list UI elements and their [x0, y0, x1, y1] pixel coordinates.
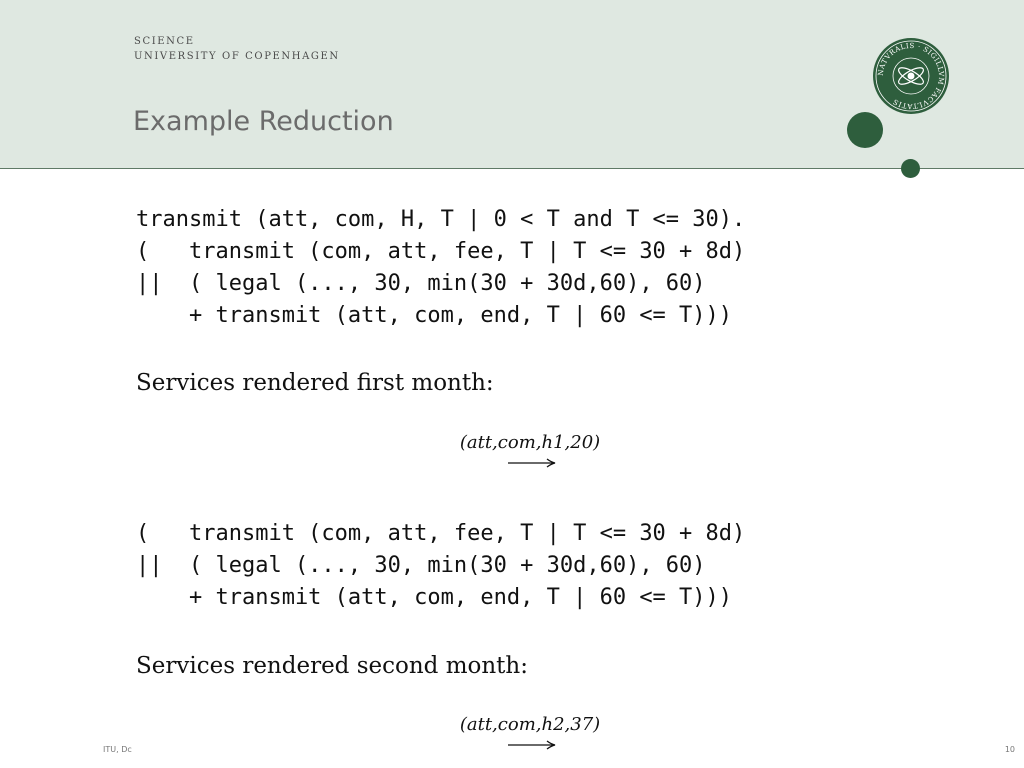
services-first-month-text: Services rendered first month: — [136, 370, 494, 396]
slide-header — [0, 0, 1024, 169]
decor-dot-large — [847, 112, 883, 148]
code-line: ( transmit (com, att, fee, T | T <= 30 + 8d) — [136, 239, 746, 264]
institution-line-2: UNIVERSITY OF COPENHAGEN — [134, 51, 340, 62]
decor-dot-small — [901, 159, 920, 178]
university-seal-logo — [872, 37, 950, 115]
code-block-initial — [136, 204, 745, 332]
footer-source-text: ITU, Dc — [103, 745, 132, 754]
reduction-arrow-icon — [507, 740, 557, 750]
reduction-arrow-icon — [507, 458, 557, 468]
code-line: + transmit (att, com, end, T | 60 <= T))) — [136, 585, 733, 610]
services-second-month-text: Services rendered second month: — [136, 653, 528, 679]
code-block-reduced — [136, 518, 745, 614]
reduction-label-1: (att,com,h1,20) — [459, 432, 601, 453]
code-line: + transmit (att, com, end, T | 60 <= T))) — [136, 303, 733, 328]
svg-text:NATVRALIS · SIGILLVM FACVLTATI: NATVRALIS · SIGILLVM FACVLTATIS — [876, 41, 946, 111]
slide-title: Example Reduction — [133, 106, 394, 137]
institution-line-1: SCIENCE — [134, 36, 195, 47]
code-line: ( transmit (com, att, fee, T | T <= 30 + 8d) — [136, 521, 746, 546]
code-line: transmit (att, com, H, T | 0 < T and T <= 30). — [136, 207, 746, 232]
code-line: || ( legal (..., 30, min(30 + 30d,60), 60) — [136, 271, 706, 296]
reduction-label-2: (att,com,h2,37) — [459, 714, 601, 735]
page-number: 10 — [1004, 745, 1015, 754]
code-line: || ( legal (..., 30, min(30 + 30d,60), 60) — [136, 553, 706, 578]
